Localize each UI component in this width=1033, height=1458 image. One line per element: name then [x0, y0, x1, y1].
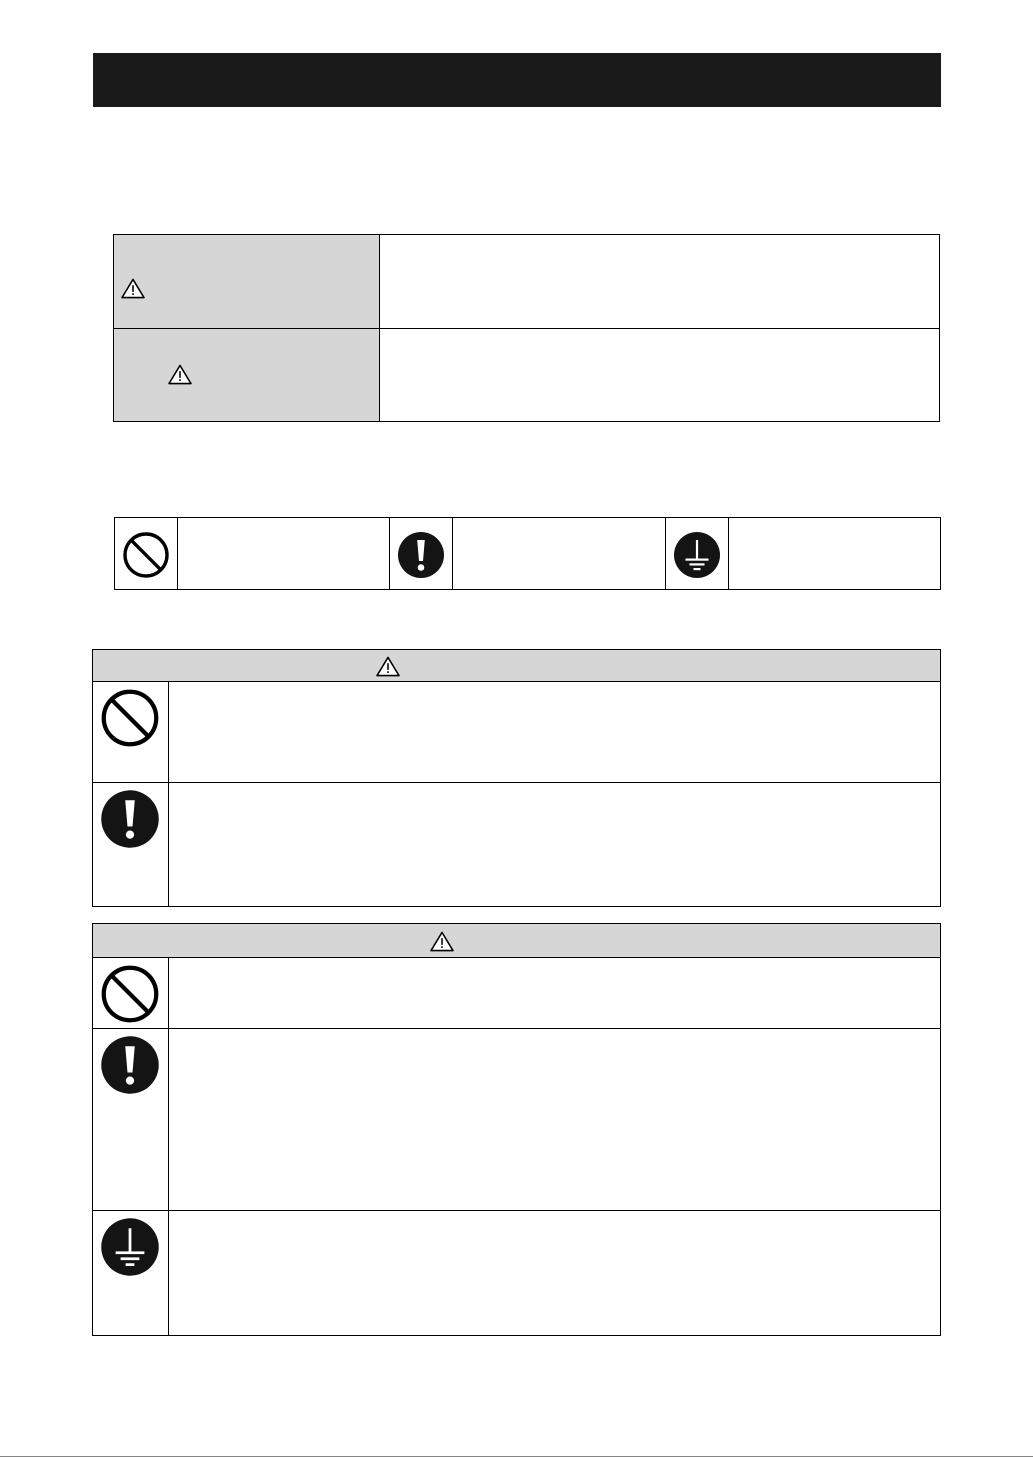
caution-row-icon-cell [93, 958, 169, 1028]
prohibition-icon [100, 688, 160, 748]
mandatory-action-icon [100, 789, 160, 849]
legend-icon-cell [666, 518, 729, 589]
warning-block [92, 649, 941, 907]
signal-word-row-warning [114, 235, 939, 329]
prohibition-icon [100, 964, 160, 1024]
signal-word-table [113, 234, 940, 422]
warning-block-header [93, 650, 940, 682]
symbol-legend [114, 517, 941, 590]
warning-row-icon-cell [93, 783, 169, 907]
caution-block-header [93, 924, 940, 958]
bottom-rule [0, 1456, 1033, 1457]
warning-row [93, 783, 940, 907]
warning-row [93, 682, 940, 783]
caution-row-icon-cell [93, 1029, 169, 1210]
caution-row [93, 1211, 940, 1336]
mandatory-action-icon [397, 531, 445, 579]
signal-word-description [380, 235, 939, 328]
ground-icon [673, 531, 721, 579]
warning-triangle-icon [167, 364, 193, 385]
caution-block [92, 923, 941, 1336]
caution-row [93, 958, 940, 1029]
signal-word-label-cell [114, 329, 380, 421]
warning-triangle-icon [429, 931, 455, 952]
signal-word-description [380, 329, 939, 421]
legend-icon-cell [390, 518, 453, 589]
signal-word-row-caution [114, 329, 939, 421]
signal-word-label-cell [114, 235, 380, 328]
legend-icon-cell [115, 518, 178, 589]
mandatory-action-icon [100, 1035, 160, 1095]
caution-row-icon-cell [93, 1211, 169, 1336]
warning-row-icon-cell [93, 682, 169, 782]
warning-triangle-icon [120, 278, 146, 299]
caution-row [93, 1029, 940, 1211]
warning-triangle-icon [375, 656, 401, 677]
ground-icon [100, 1217, 160, 1277]
prohibition-icon [122, 531, 170, 579]
section-header-bar [93, 53, 941, 107]
